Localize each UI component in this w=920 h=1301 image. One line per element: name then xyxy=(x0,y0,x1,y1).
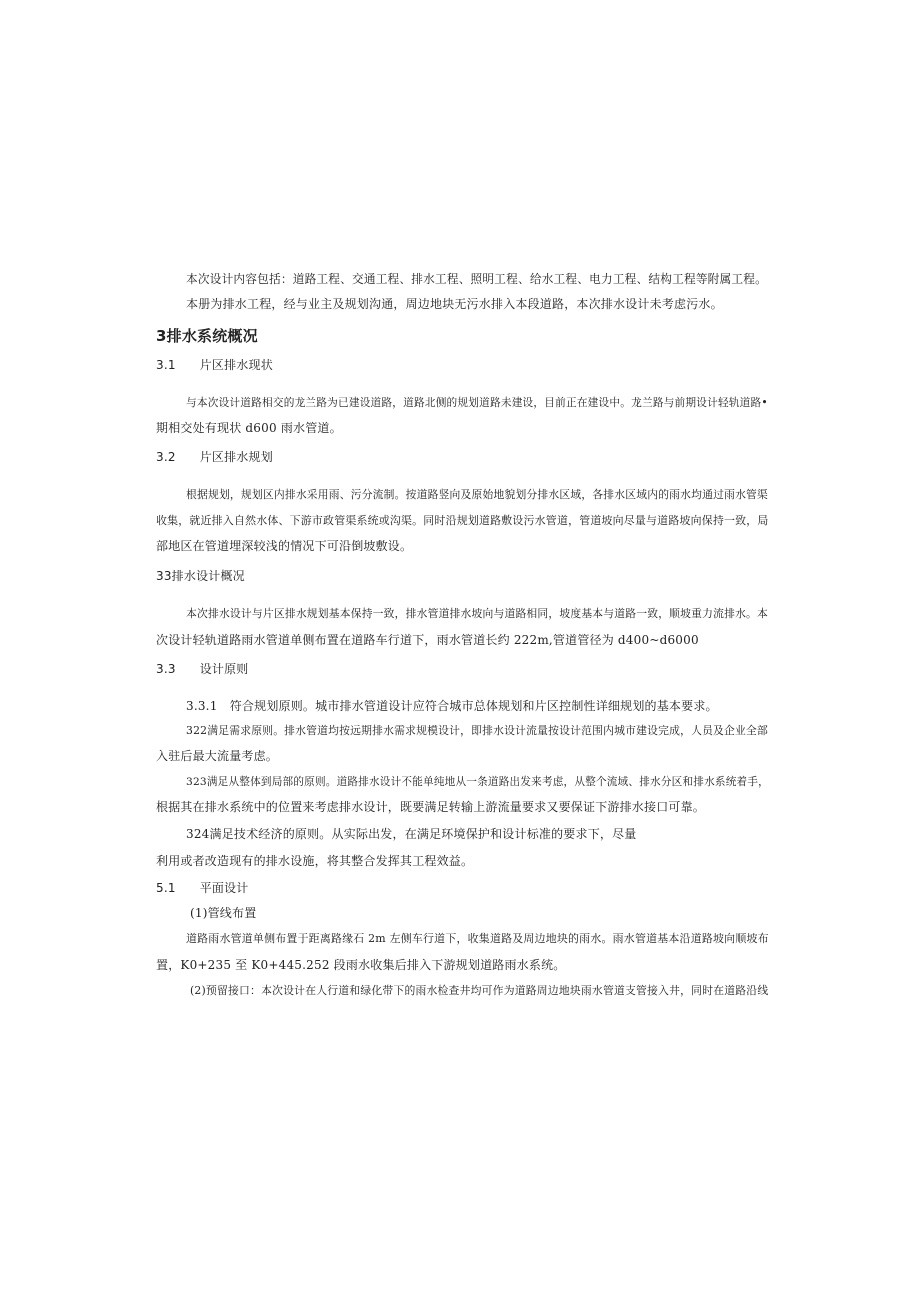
section-heading-3: 3排水系统概况 xyxy=(156,327,258,345)
paragraph-reserved-interface: (2)预留接口：本次设计在人行道和绿化带下的雨水检查井均可作为道路周边地块雨水管道支管接入井，同时在道路沿线 xyxy=(190,984,769,997)
paragraph-planning-2: 收集，就近排入自然水体、下游市政管渠系统或沟渠。同时沿规划道路敷设污水管道，管道坡向尽量与道路坡向保持一致，局 xyxy=(156,514,769,527)
paragraph-design-content: 本次设计内容包括：道路工程、交通工程、排水工程、照明工程、给水工程、电力工程、结构工程等附属工程。 xyxy=(186,272,767,286)
principle-3-2-3-line2: 根据其在排水系统中的位置来考虑排水设计，既要满足转输上游流量要求又要保证下游排水接口可靠。 xyxy=(156,800,706,814)
subheading-title: 片区排水规划 xyxy=(199,450,273,464)
paragraph-pipeline-layout-1: 道路雨水管道单侧布置于距离路缘石 2m 左侧车行道下，收集道路及周边地块的雨水。雨水管道基本沿道路坡向顺坡布 xyxy=(186,932,769,945)
paragraph-planning-1: 根据规划，规划区内排水采用雨、污分流制。按道路竖向及原始地貌划分排水区域，各排水区域内的雨水均通过雨水管渠 xyxy=(186,488,769,501)
principle-3-2-3-line1: 323满足从整体到局部的原则。道路排水设计不能单纯地从一条道路出发来考虑，从整个流域、排水分区和排水系统着手， xyxy=(186,775,769,788)
principle-3-3-1: 3.3.1 符合规划原则。城市排水管道设计应符合城市总体规划和片区控制性详细规划的基本要求。 xyxy=(186,699,718,713)
subheading-3-1 xyxy=(156,357,273,373)
subheading-3-2 xyxy=(156,449,273,465)
item-pipeline-layout-label: (1)管线布置 xyxy=(190,906,257,920)
subheading-number: 3.1 xyxy=(156,358,176,372)
subheading-title: 片区排水现状 xyxy=(199,358,273,372)
paragraph-drainage-scope: 本册为排水工程，经与业主及规划沟通，周边地块无污水排入本段道路，本次排水设计未考虑污水。 xyxy=(186,297,723,311)
subheading-5-1 xyxy=(156,880,249,896)
paragraph-pipeline-layout-2: 置，K0+235 至 K0+445.252 段雨水收集后排入下游规划道路雨水系统。 xyxy=(156,958,566,972)
subheading-number: 3.3 xyxy=(156,662,176,676)
subheading-number: 3.2 xyxy=(156,450,176,464)
principle-3-2-4-line1: 324满足技术经济的原则。从实际出发，在满足环境保护和设计标准的要求下，尽量 xyxy=(186,827,637,841)
principle-3-2-4-line2: 利用或者改造现有的排水设施，将其整合发挥其工程效益。 xyxy=(156,854,474,868)
subheading-title: 设计原则 xyxy=(199,662,249,676)
paragraph-current-status-1: 与本次设计道路相交的龙兰路为已建设道路，道路北侧的规划道路未建设，目前正在建设中。龙兰路与前期设计轻轨道路• xyxy=(186,396,768,409)
paragraph-design-overview-1: 本次排水设计与片区排水规划基本保持一致，排水管道排水坡向与道路相同，坡度基本与道路一致，顺坡重力流排水。本 xyxy=(186,607,769,620)
subheading-3-3-overview: 33排水设计概况 xyxy=(156,569,245,583)
principle-3-2-2-line2: 入驻后最大流量考虑。 xyxy=(156,749,279,763)
paragraph-planning-3: 部地区在管道埋深较浅的情况下可沿倒坡敷设。 xyxy=(156,539,413,553)
principle-3-2-2-line1: 322满足需求原则。排水管道均按远期排水需求规模设计，即排水设计流量按设计范围内城市建设完成，人员及企业全部 xyxy=(186,724,769,737)
paragraph-current-status-2: 期相交处有现状 d600 雨水管道。 xyxy=(156,421,342,435)
subheading-title: 平面设计 xyxy=(199,881,249,895)
subheading-number: 5.1 xyxy=(156,881,176,895)
paragraph-design-overview-2: 次设计轻轨道路雨水管道单侧布置在道路车行道下，雨水管道长约 222m,管道管径为 d400~d6000 xyxy=(156,633,699,647)
subheading-3-3 xyxy=(156,661,249,677)
